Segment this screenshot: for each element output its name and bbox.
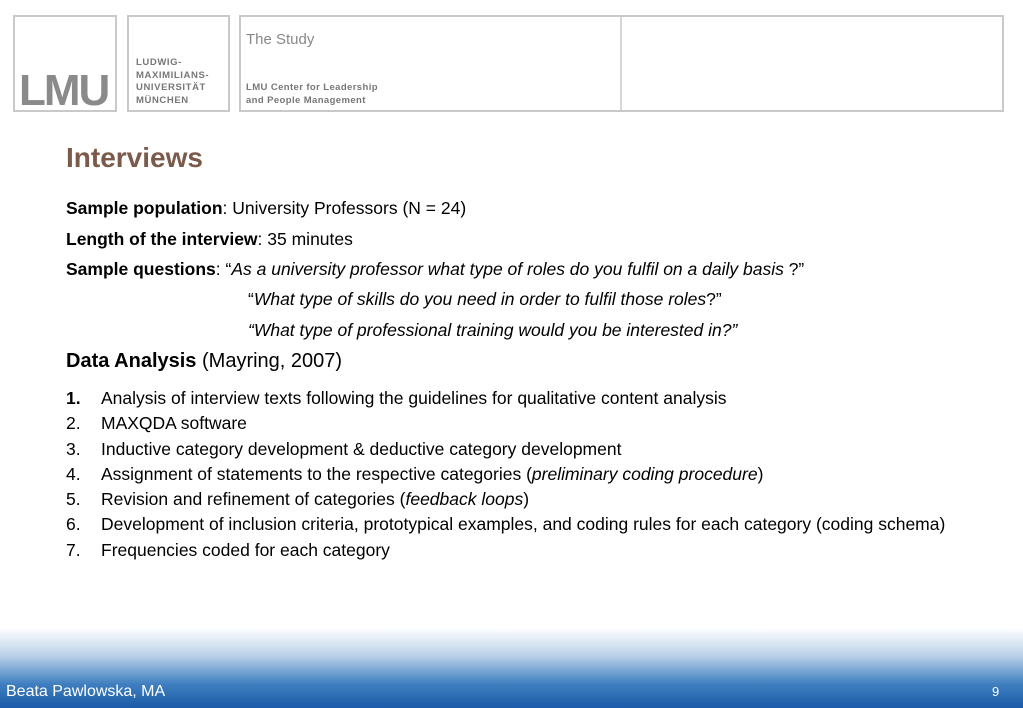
step-text-italic: feedback loops	[405, 489, 524, 510]
list-item	[66, 411, 981, 436]
step-number: 1.	[66, 388, 81, 408]
header-divider	[620, 17, 622, 110]
step-number: 6.	[66, 514, 81, 535]
list-item	[66, 487, 981, 512]
data-analysis-title: Data Analysis	[66, 350, 197, 372]
step-text: Inductive category development & deductive category development	[101, 438, 622, 459]
question-3-line: “What type of professional training would you be interested in?”	[248, 320, 738, 340]
list-item	[66, 462, 981, 487]
question-1-text: As a university professor what type of roles do you fulfil on a daily basis	[231, 259, 784, 279]
data-analysis-heading	[66, 350, 342, 373]
step-number: 5.	[66, 489, 81, 510]
university-name: LUDWIG- MAXIMILIANS- UNIVERSITÄT MÜNCHEN	[136, 57, 210, 106]
step-text: Assignment of statements to the respective categories (	[101, 463, 532, 484]
interview-length-label: Length of the interview	[66, 229, 258, 249]
step-text: Analysis of interview texts following the guidelines for qualitative content analysis	[101, 388, 727, 408]
sample-questions-label: Sample questions	[66, 259, 216, 279]
question-1-suffix: ?”	[783, 259, 805, 279]
sample-population-label: Sample population	[66, 198, 223, 218]
list-item	[66, 512, 981, 537]
list-item	[66, 437, 981, 462]
question-2-prefix: “	[248, 289, 254, 309]
interview-length-value: : 35 minutes	[257, 229, 353, 249]
interview-length-line	[66, 229, 353, 250]
question-1-prefix: : “	[215, 259, 232, 279]
step-text: Frequencies coded for each category	[101, 539, 390, 560]
analysis-steps-list	[66, 386, 981, 563]
step-text-end: )	[523, 489, 530, 510]
step-text-italic: preliminary coding procedure	[531, 463, 758, 484]
center-name: LMU Center for Leadership and People Management	[246, 82, 378, 106]
study-header-box	[239, 15, 1004, 112]
step-text-end: )	[757, 463, 764, 484]
lmu-logo	[13, 15, 117, 115]
question-2-text: What type of skills do you need in order to fulfil those roles	[253, 289, 707, 309]
list-item	[66, 386, 981, 411]
sample-population-value: : University Professors (N = 24)	[222, 198, 467, 218]
data-analysis-citation: (Mayring, 2007)	[202, 350, 343, 372]
slide-title: Interviews	[66, 142, 203, 173]
step-text: Revision and refinement of categories (	[101, 489, 406, 510]
presenter-name: Beata Pawlowska, MA	[6, 683, 166, 700]
step-number: 7.	[66, 539, 81, 560]
list-item	[66, 538, 981, 563]
question-2-line	[248, 289, 722, 310]
step-number: 3.	[66, 438, 81, 459]
section-label: The Study	[246, 31, 315, 48]
sample-questions-line	[66, 259, 804, 280]
sample-population-line	[66, 198, 466, 219]
step-number: 4.	[66, 463, 81, 484]
page-number: 9	[992, 684, 1000, 699]
step-text: Development of inclusion criteria, prototypical examples, and coding rules for each category (coding schema)	[101, 514, 946, 535]
step-text: MAXQDA software	[101, 413, 247, 434]
lmu-logo-text: LMU	[19, 66, 109, 115]
question-2-suffix: ?”	[706, 289, 722, 309]
university-name-box	[127, 15, 230, 112]
step-number: 2.	[66, 413, 81, 434]
